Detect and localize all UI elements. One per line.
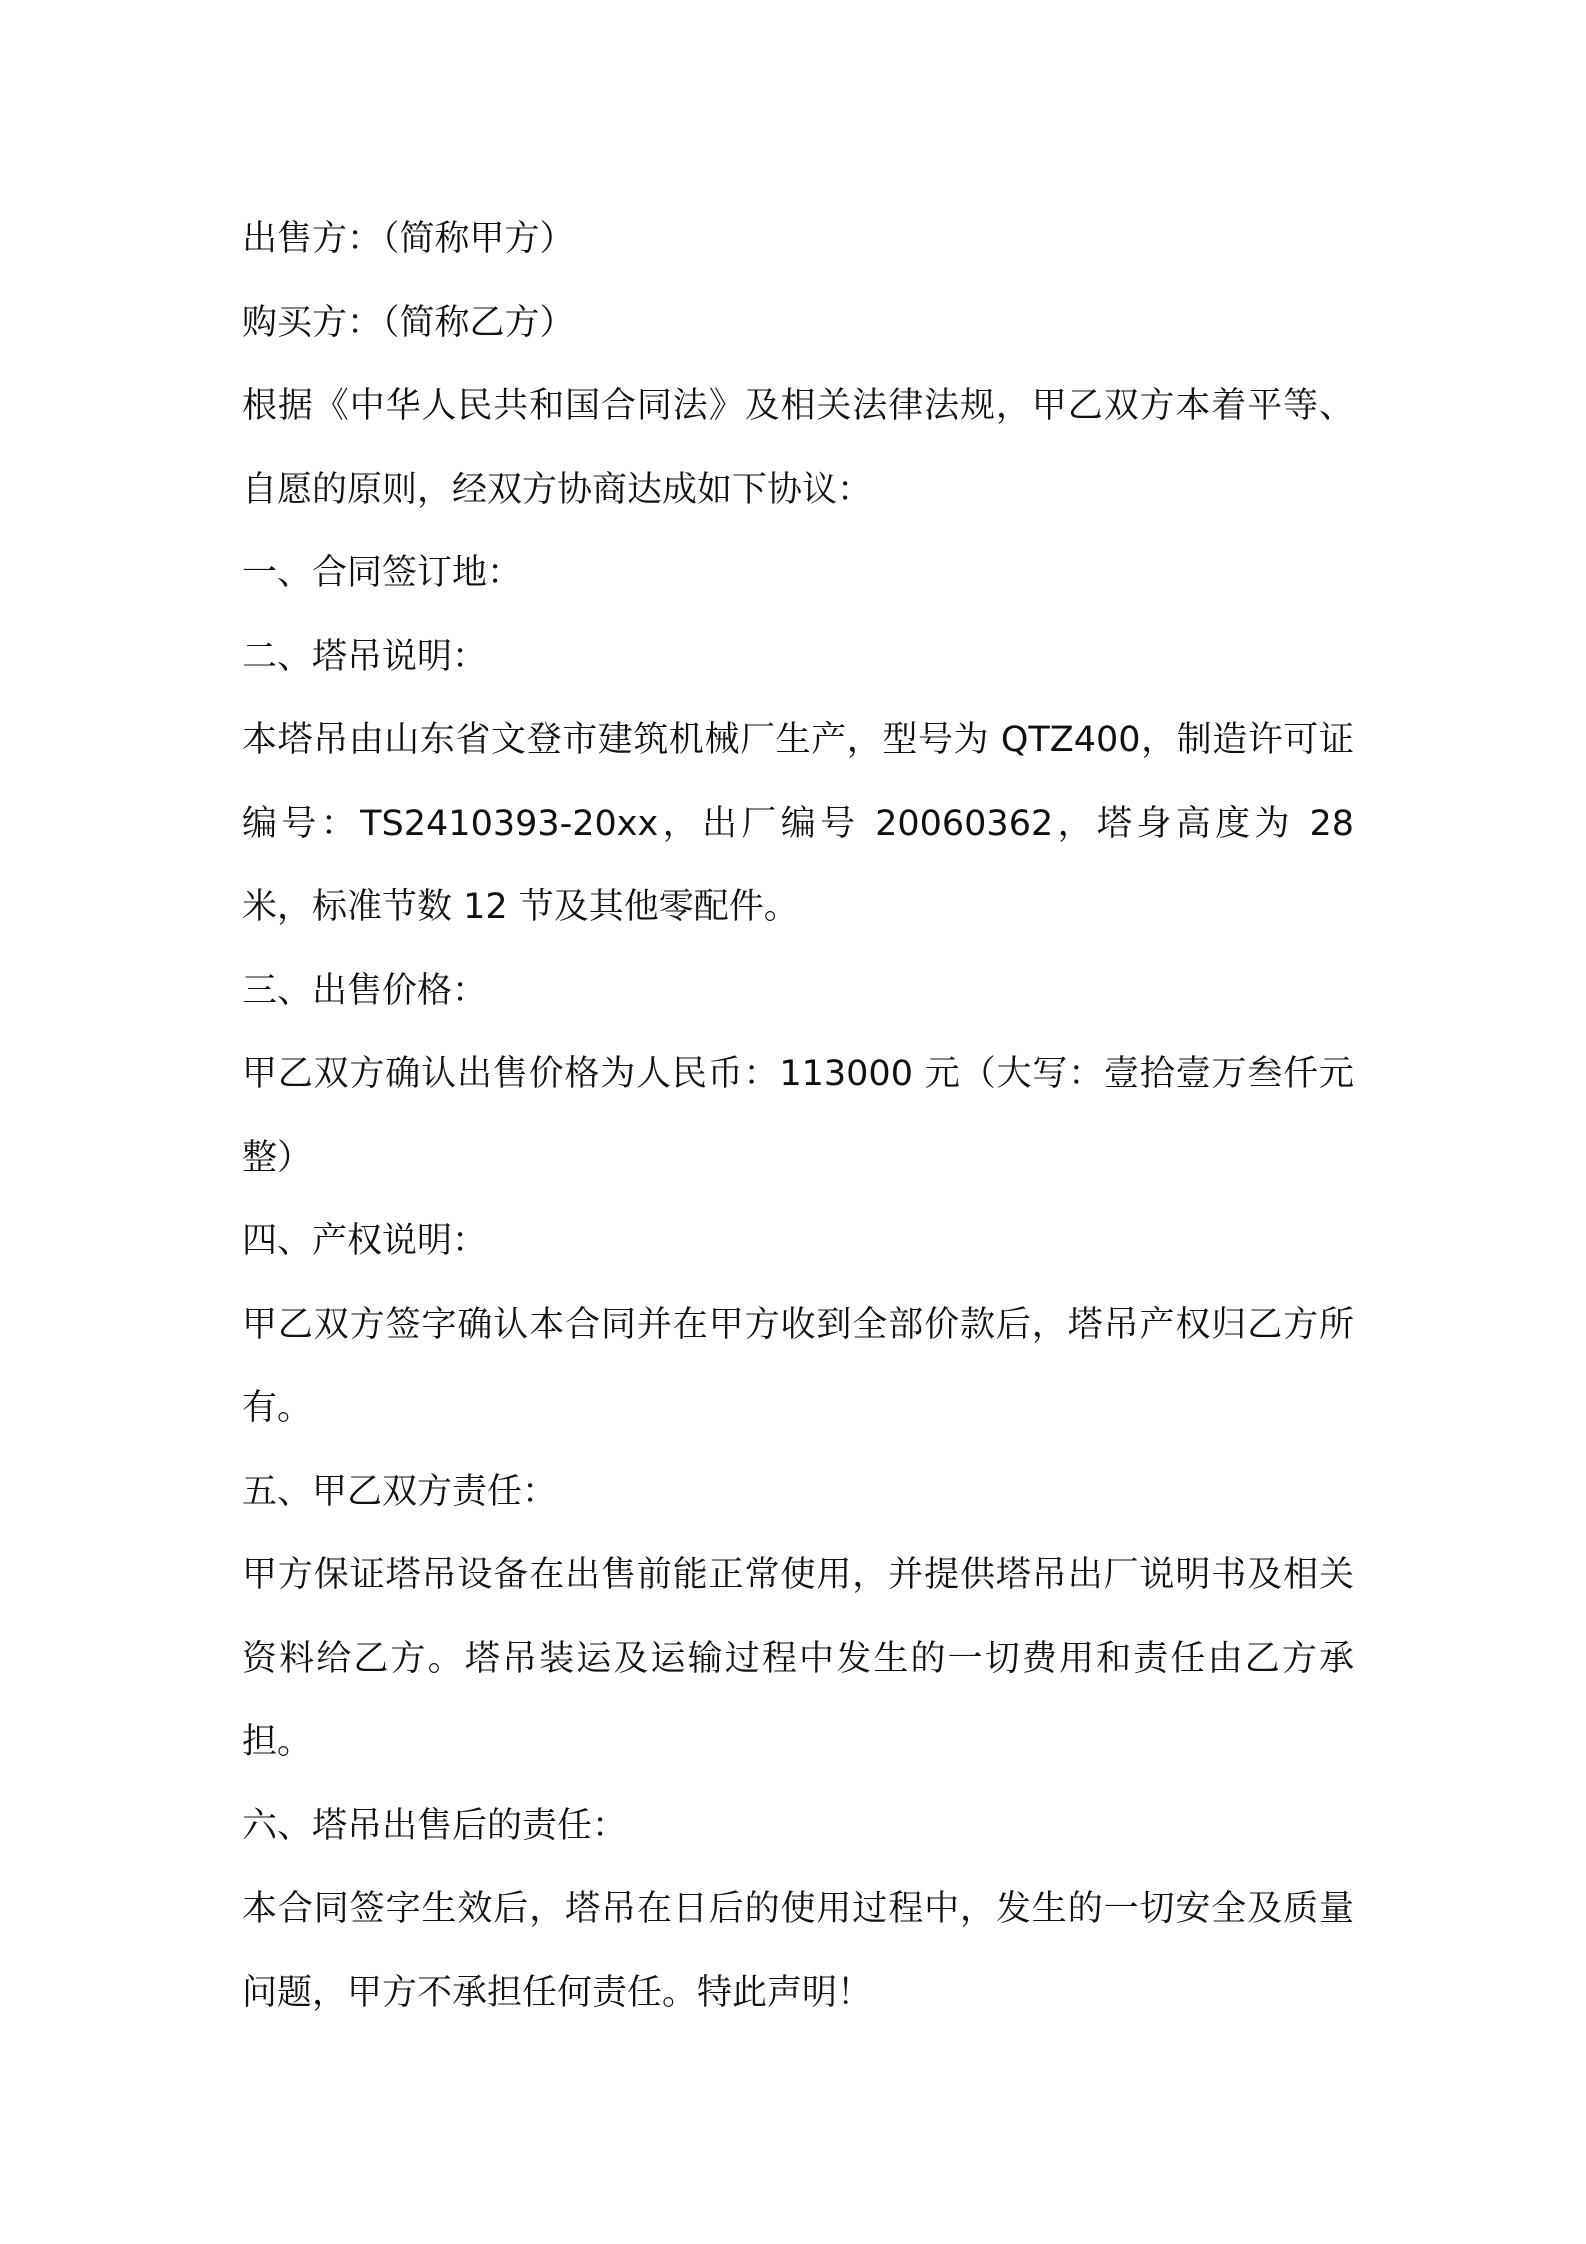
seller-line: 出售方：（简称甲方） <box>242 219 575 259</box>
section-2-body: 本塔吊由山东省文登市建筑机械厂生产，型号为 QTZ400，制造许可证编号：TS2410393-20xx，出厂编号 20060362，塔身高度为 28 米，标准节数 12 节及其他零配件。 <box>242 720 1354 927</box>
intro-paragraph: 根据《中华人民共和国合同法》及相关法律法规，甲乙双方本着平等、自愿的原则，经双方协商达成如下协议： <box>242 386 1354 510</box>
section-2-heading: 二、塔吊说明： <box>242 636 488 677</box>
section-6-heading: 六、塔吊出售后的责任： <box>242 1805 628 1846</box>
section-5-body: 甲方保证塔吊设备在出售前能正常使用，并提供塔吊出厂说明书及相关资料给乙方。塔吊装运及运输过程中发生的一切费用和责任由乙方承担。 <box>242 1555 1354 1762</box>
contract-body <box>242 198 1354 2035</box>
section-4-body: 甲乙双方签字确认本合同并在甲方收到全部价款后，塔吊产权归乙方所有。 <box>242 1304 1354 1428</box>
section-3-heading: 三、出售价格： <box>242 970 488 1011</box>
buyer-line: 购买方：（简称乙方） <box>242 302 575 343</box>
section-1-heading: 一、合同签订地： <box>242 553 523 593</box>
section-6-body: 本合同签字生效后，塔吊在日后的使用过程中，发生的一切安全及质量问题，甲方不承担任何责任。特此声明！ <box>242 1889 1354 2013</box>
section-3-body: 甲乙双方确认出售价格为人民币：113000 元（大写：壹拾壹万叁仟元整） <box>242 1054 1354 1178</box>
section-5-heading: 五、甲乙双方责任： <box>242 1471 558 1512</box>
section-4-heading: 四、产权说明： <box>242 1221 488 1261</box>
